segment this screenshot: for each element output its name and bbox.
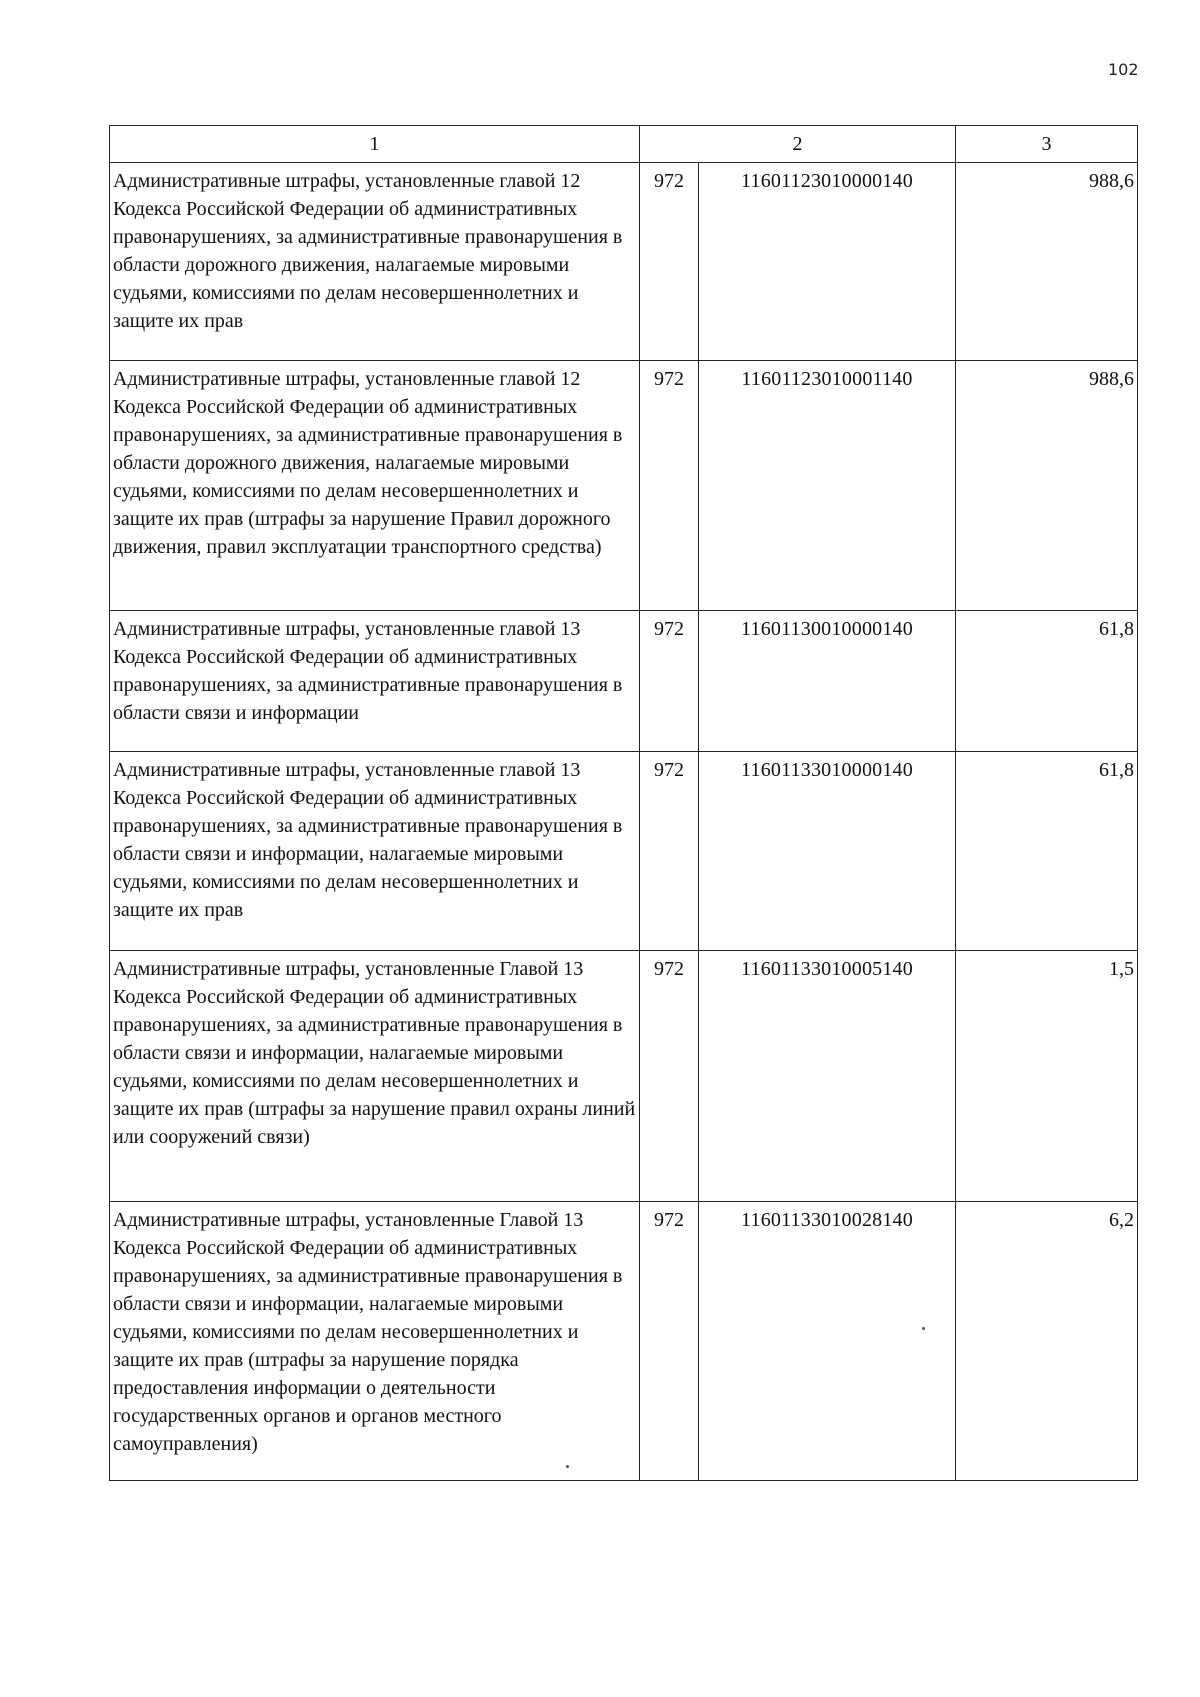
row-description: Административные штрафы, установленные Главой 13 Кодекса Российской Федерации об административных правонарушениях, за административные правонарушения в области связи и информации, налагаемые мировыми судьями, комиссиями по делам несовершеннолетних и защите их прав (штрафы за нарушение порядка предоставления информации о деятельности государственных органов и органов местного самоуправления) (110, 1202, 640, 1481)
row-admin-code: 972 (640, 611, 699, 752)
table-row (110, 611, 1138, 752)
column-header-1: 1 (110, 126, 640, 163)
budget-revenue-table (109, 125, 1138, 1481)
row-kbk-code: 11601133010005140 (699, 951, 956, 1202)
scan-speck (566, 1465, 569, 1468)
row-amount: 988,6 (956, 361, 1138, 611)
row-kbk-code: 11601130010000140 (699, 611, 956, 752)
row-admin-code: 972 (640, 163, 699, 361)
row-description: Административные штрафы, установленные главой 12 Кодекса Российской Федерации об административных правонарушениях, за административные правонарушения в области дорожного движения, налагаемые мировыми судьями, комиссиями по делам несовершеннолетних и защите их прав (штрафы за нарушение Правил дорожного движения, правил эксплуатации транспортного средства) (110, 361, 640, 611)
table-header-row (110, 126, 1138, 163)
page-number: 102 (1108, 60, 1139, 79)
row-admin-code: 972 (640, 1202, 699, 1481)
row-admin-code: 972 (640, 752, 699, 951)
column-header-3: 3 (956, 126, 1138, 163)
row-description: Административные штрафы, установленные главой 12 Кодекса Российской Федерации об административных правонарушениях, за административные правонарушения в области дорожного движения, налагаемые мировыми судьями, комиссиями по делам несовершеннолетних и защите их прав (110, 163, 640, 361)
row-amount: 6,2 (956, 1202, 1138, 1481)
table-row (110, 163, 1138, 361)
row-amount: 988,6 (956, 163, 1138, 361)
row-kbk-code: 11601123010001140 (699, 361, 956, 611)
table-row (110, 951, 1138, 1202)
table-row (110, 1202, 1138, 1481)
row-admin-code: 972 (640, 951, 699, 1202)
row-admin-code: 972 (640, 361, 699, 611)
row-description: Административные штрафы, установленные Главой 13 Кодекса Российской Федерации об административных правонарушениях, за административные правонарушения в области связи и информации, налагаемые мировыми судьями, комиссиями по делам несовершеннолетних и защите их прав (штрафы за нарушение правил охраны линий или сооружений связи) (110, 951, 640, 1202)
row-amount: 61,8 (956, 611, 1138, 752)
row-description: Административные штрафы, установленные главой 13 Кодекса Российской Федерации об административных правонарушениях, за административные правонарушения в области связи и информации, налагаемые мировыми судьями, комиссиями по делам несовершеннолетних и защите их прав (110, 752, 640, 951)
row-description: Административные штрафы, установленные главой 13 Кодекса Российской Федерации об административных правонарушениях, за административные правонарушения в области связи и информации (110, 611, 640, 752)
row-kbk-code: 11601133010000140 (699, 752, 956, 951)
column-header-2: 2 (640, 126, 956, 163)
row-kbk-code: 11601123010000140 (699, 163, 956, 361)
table-row (110, 361, 1138, 611)
row-kbk-code: 11601133010028140 (699, 1202, 956, 1481)
table-row (110, 752, 1138, 951)
row-amount: 1,5 (956, 951, 1138, 1202)
scan-speck (922, 1327, 925, 1330)
row-amount: 61,8 (956, 752, 1138, 951)
